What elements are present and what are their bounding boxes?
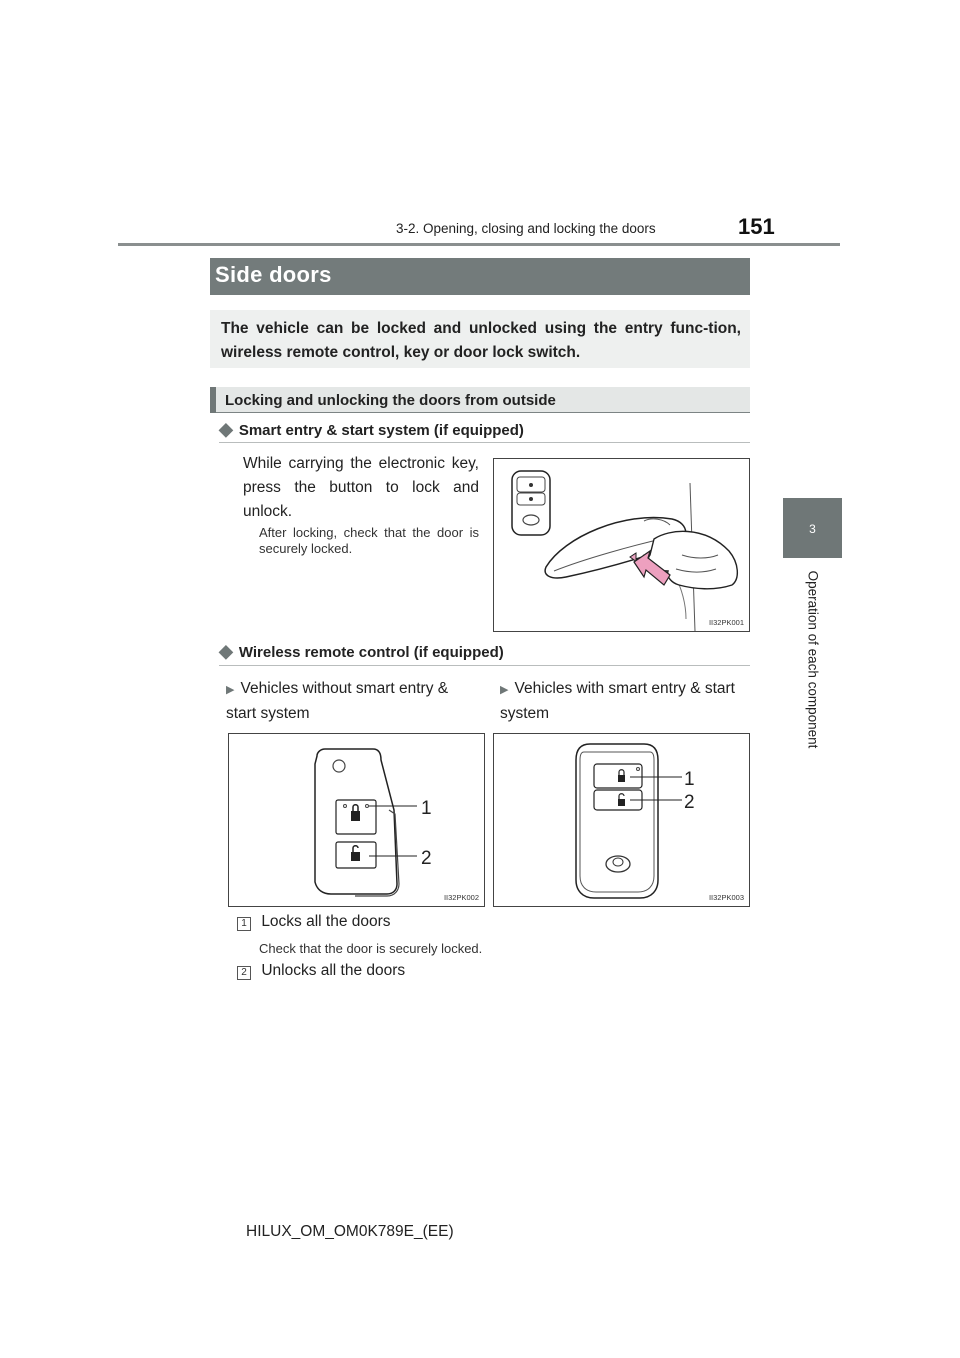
diamond-bullet-icon: ◆ [219, 641, 233, 661]
legend-item-2 [237, 962, 405, 980]
chapter-tab-number: 3 [809, 522, 816, 536]
wireless-heading-text: Wireless remote control (if equipped) [238, 644, 504, 661]
running-header-section: 3-2. Opening, closing and locking the doors [396, 221, 656, 236]
wireless-rule [219, 665, 750, 666]
smart-entry-rule [219, 442, 750, 443]
chapter-tab-label: Operation of each component [805, 570, 821, 749]
door-handle-illustration [494, 459, 749, 631]
smart-key-figure [493, 733, 750, 907]
page-number: 151 [738, 214, 775, 239]
legend-number-badge: 1 [237, 917, 251, 931]
flip-key-figure [228, 733, 485, 907]
smart-entry-heading-text: Smart entry & start system (if equipped) [238, 422, 524, 439]
diamond-bullet-icon: ◆ [219, 419, 233, 439]
legend-note-1: Check that the door is securely locked. [259, 941, 483, 956]
page-title: Side doors [215, 262, 332, 287]
triangle-bullet-icon: ▶ [226, 684, 235, 696]
callout-1: 1 [421, 798, 432, 819]
subheader-accent-bar [210, 387, 216, 413]
smart-entry-note: After locking, check that the door is securely locked. [259, 525, 479, 556]
callout-1: 1 [684, 769, 695, 790]
callout-2: 2 [684, 792, 695, 813]
subheader-title: Locking and unlocking the doors from outside [225, 392, 556, 409]
smart-key-illustration [494, 734, 749, 906]
triangle-bullet-icon: ▶ [500, 684, 509, 696]
right-vehicle-label: ▶ Vehicles with smart entry & start system [500, 680, 735, 722]
door-handle-figure [493, 458, 750, 632]
figure-code: II32PK001 [708, 618, 744, 627]
legend-text: Unlocks all the doors [261, 962, 406, 979]
smart-entry-body: While carrying the electronic key, press the button to lock and unlock. [243, 455, 479, 520]
header-rule [118, 243, 840, 246]
flip-key-illustration [229, 734, 484, 906]
intro-text: The vehicle can be locked and unlocked using the entry func-tion, wireless remote control, key or door lock switch. [221, 320, 741, 361]
figure-code: II32PK003 [708, 893, 744, 902]
document-footer-code: HILUX_OM_OM0K789E_(EE) [246, 1223, 454, 1240]
legend-item-1 [237, 913, 391, 931]
figure-code: II32PK002 [443, 893, 479, 902]
left-vehicle-label: ▶ Vehicles without smart entry & start system [226, 680, 449, 722]
smart-entry-heading [219, 419, 524, 440]
callout-2: 2 [421, 848, 432, 869]
legend-text: Locks all the doors [261, 913, 391, 930]
wireless-heading [219, 641, 504, 662]
legend-number-badge: 2 [237, 966, 251, 980]
